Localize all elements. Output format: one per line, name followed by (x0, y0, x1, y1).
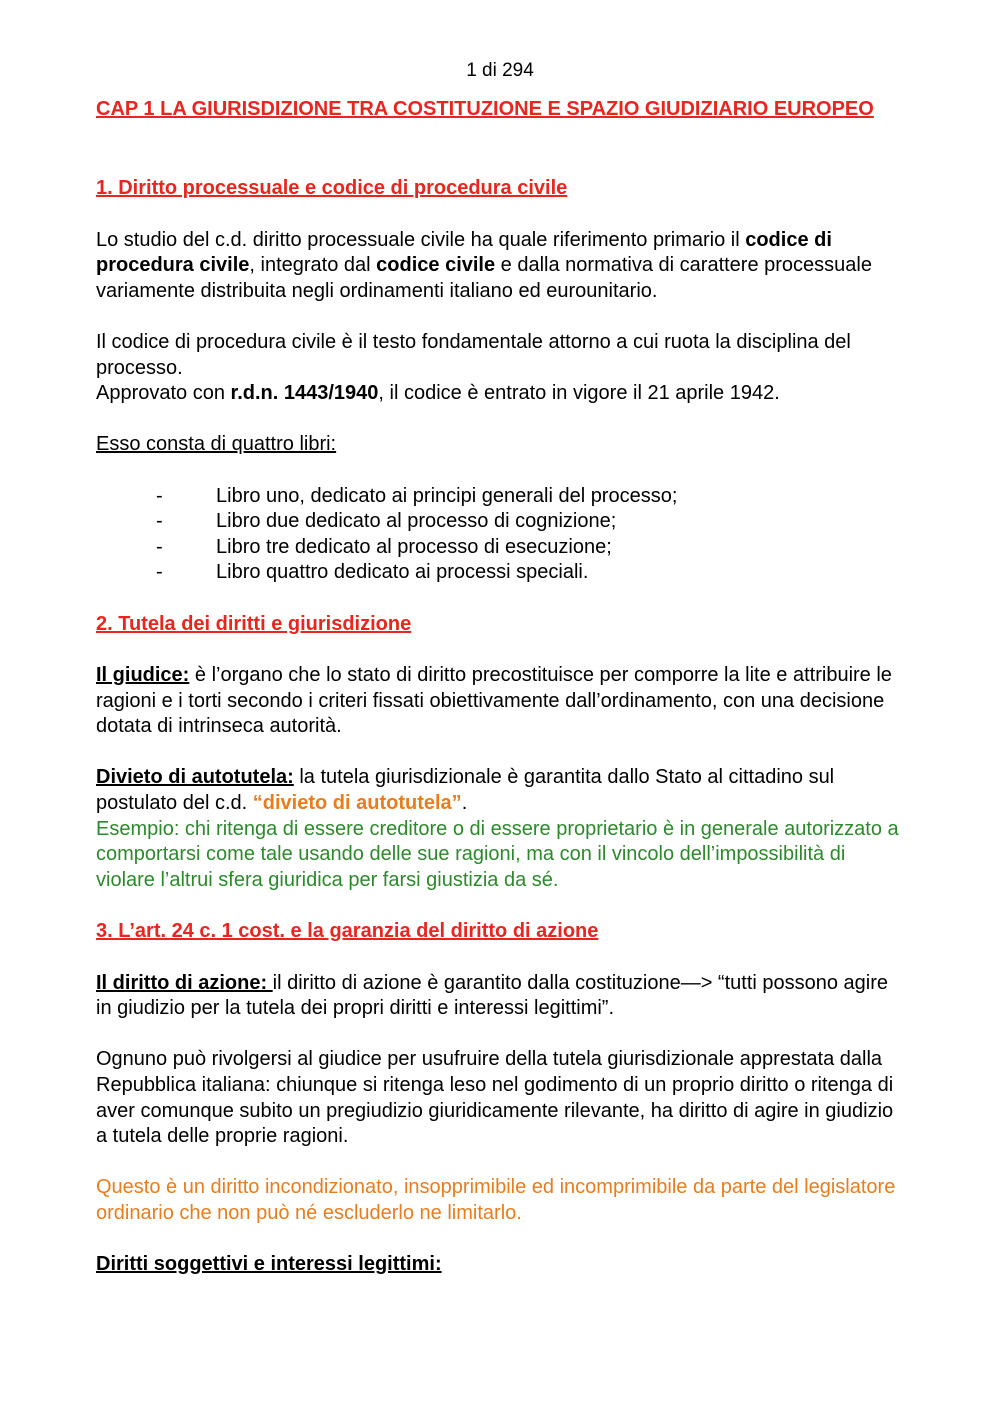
document-page (96, 96, 908, 1303)
term-label: Il giudice: (96, 664, 190, 687)
text-run: Approvato con (96, 382, 231, 405)
giudice-paragraph (96, 663, 908, 740)
autotutela-paragraph (96, 765, 908, 816)
bold-term: codice di procedura civile (96, 228, 832, 277)
bullet-dash: - (156, 484, 163, 507)
text-run: e dalla normativa di carattere processuale variamente distribuita negli ordinamenti italiano ed eurounitario. (96, 254, 872, 302)
list-item-text: Libro tre dedicato al processo di esecuzione; (216, 535, 612, 558)
bold-term: r.d.n. 1443/1940 (230, 382, 379, 405)
ognuno-paragraph: Ognuno può rivolgersi al giudice per usufruire della tutela giurisdizionale apprestata dalla Repubblica italiana: chiunque si ritenga leso nel godimento di un proprio diritto o ritenga di aver comunque subito un pregiudizio giuridicamente rilevante, ha diritto di agire in giudizio a tutela delle proprie ragioni. (96, 1048, 894, 1148)
text-run: , il codice è entrato in vigore il 21 aprile 1942. (378, 382, 780, 405)
list-item (96, 484, 908, 510)
list-item-text: Libro due dedicato al processo di cognizione; (216, 510, 617, 533)
text-run: il diritto di azione è garantito dalla costituzione—> “tutti possono agire in giudizio per la tutela dei propri diritti e interessi legittimi”. (96, 971, 889, 1020)
section-1-paragraph-1 (96, 228, 908, 305)
list-intro: Esso consta di quattro libri: (96, 433, 337, 456)
orange-paragraph: Questo è un diritto incondizionato, insopprimibile ed incomprimibile da parte del legislatore ordinario che non può né escluderlo ne limitarlo. (96, 1176, 896, 1224)
books-list (96, 484, 908, 586)
list-item (96, 535, 908, 561)
section-3-heading: 3. L’art. 24 c. 1 cost. e la garanzia del diritto di azione (96, 920, 599, 943)
text-run: Lo studio del c.d. diritto processuale civile ha quale riferimento primario il (96, 228, 746, 251)
list-item (96, 509, 908, 535)
azione-paragraph (96, 971, 908, 1022)
section-2-heading: 2. Tutela dei diritti e giurisdizione (96, 612, 412, 635)
bold-term: codice civile (376, 254, 496, 277)
subheading-diritti: Diritti soggettivi e interessi legittimi: (96, 1253, 442, 1276)
text-run: , integrato dal (249, 254, 377, 277)
term-label: Il diritto di azione: (96, 971, 273, 994)
chapter-title: CAP 1 LA GIURISDIZIONE TRA COSTITUZIONE E SPAZIO GIUDIZIARIO EUROPEO (96, 98, 874, 120)
text-run: . (461, 792, 468, 815)
page-number: 1 di 294 (466, 60, 534, 81)
term-label: Divieto di autotutela: (96, 766, 294, 789)
highlight-term: “divieto di autotutela” (252, 792, 462, 815)
text-run: è l’organo che lo stato di diritto precostituisce per comporre la lite e attribuire le ragioni e i torti secondo i criteri fissati obiettivamente dall’ordinamento, con una decisione dotata di intrinseca autorità. (96, 664, 892, 738)
bullet-dash: - (156, 561, 163, 584)
list-item-text: Libro uno, dedicato ai principi generali del processo; (216, 484, 678, 507)
text-run: la tutela giurisdizionale è garantita dallo Stato al cittadino sul postulato del c.d. (96, 766, 835, 815)
bullet-dash: - (156, 535, 163, 558)
bullet-dash: - (156, 510, 163, 533)
text-run: Il codice di procedura civile è il testo fondamentale attorno a cui ruota la disciplina del processo. (96, 330, 851, 379)
section-1-heading: 1. Diritto processuale e codice di procedura civile (96, 177, 568, 199)
example-paragraph: Esempio: chi ritenga di essere creditore o di essere proprietario è in generale autorizzato a comportarsi come tale usando delle sue ragioni, ma con il vincolo dell’impossibilità di violare l’altrui sfera giuridica per farsi giustizia da sé. (96, 817, 899, 891)
list-item (96, 560, 908, 586)
list-item-text: Libro quattro dedicato ai processi speciali. (216, 561, 589, 584)
section-1-paragraph-2 (96, 330, 908, 407)
